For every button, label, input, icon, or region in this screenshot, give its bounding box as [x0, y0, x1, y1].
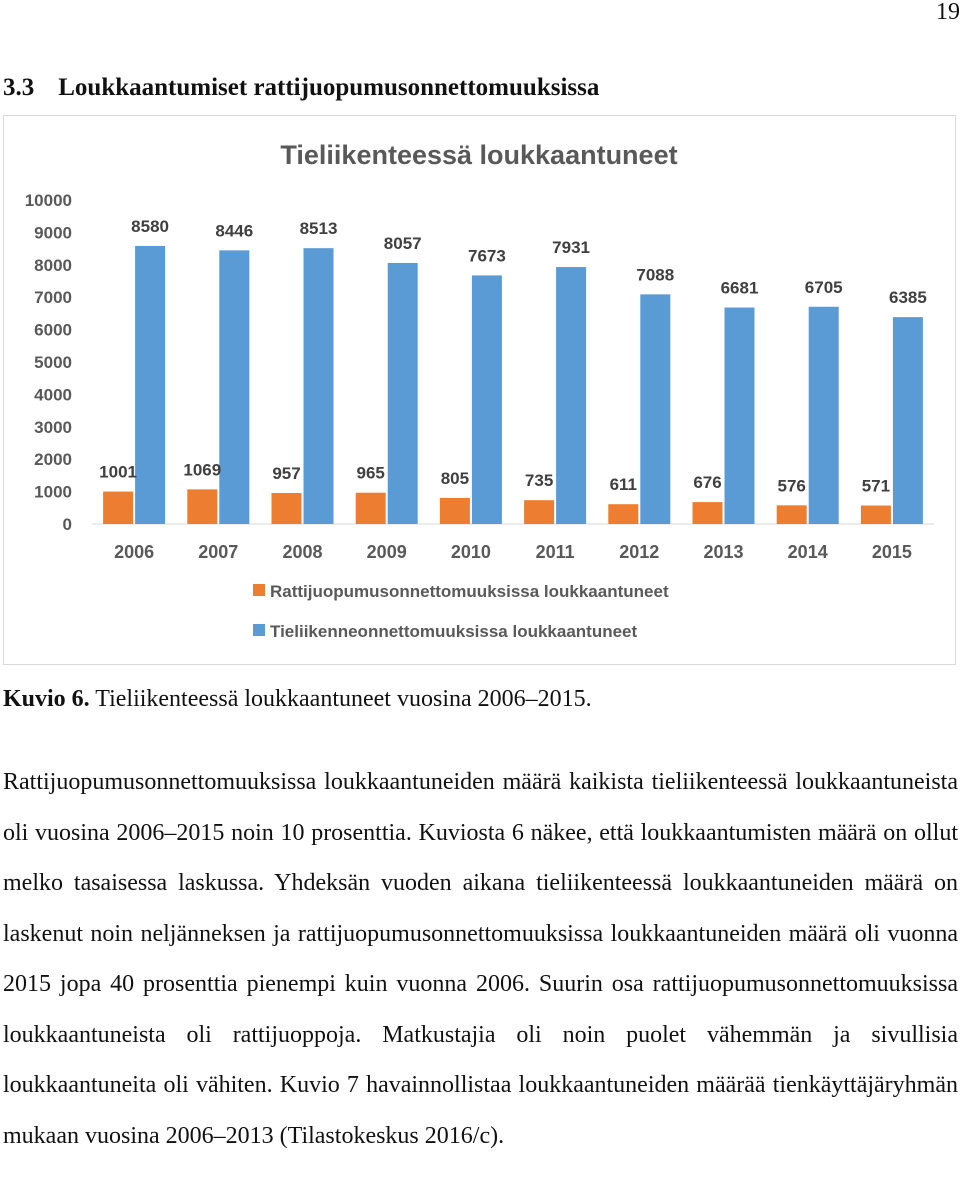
section-heading [3, 74, 599, 102]
x-tick-label: 2014 [787, 542, 828, 562]
y-tick-label: 2000 [34, 450, 72, 470]
data-label: 8446 [215, 221, 254, 241]
y-tick-label: 10000 [24, 191, 72, 210]
x-tick-label: 2012 [619, 542, 660, 562]
paragraph-text: Rattijuopumusonnettomuuksissa loukkaantuneiden määrä kaikista tieliikenteessä loukkaantuneista oli vuosina 2006–2015 noin 10 prosenttia. Kuviosta 6 näkee, että loukkaantumisten määrä on ollut melko tasaisessa laskussa. Yhdeksän vuoden aikana tieliikenteessä loukkaantuneiden määrä on laskenut noin neljänneksen ja rattijuopumusonnettomuuksissa loukkaantuneiden määrä oli vuonna 2015 jopa 40 prosenttia pienempi kuin vuonna 2006. Suurin osa rattijuopumusonnettomuuksissa loukkaantuneista oli rattijuoppoja. Matkustajia oli noin puolet vähemmän ja sivullisia loukkaantuneita oli vähiten. Kuvio 7 havainnollistaa loukkaantuneiden määrää tienkäyttäjäryhmän mukaan vuosina 2006–2013 (Tilastokeskus 2016/c). [3, 769, 958, 1149]
x-tick-label: 2009 [366, 542, 407, 562]
x-tick-label: 2011 [535, 542, 575, 562]
data-label: 957 [272, 463, 301, 483]
caption-label: Kuvio 6. [3, 686, 90, 712]
x-tick-label: 2013 [703, 542, 744, 562]
legend-swatch [253, 624, 265, 636]
x-tick-label: 2006 [114, 542, 155, 562]
y-axis [25, 191, 72, 534]
data-label: 7931 [552, 238, 591, 258]
data-label: 571 [861, 476, 891, 496]
y-tick-label: 6000 [34, 320, 72, 340]
chart-title: Tieliikenteessä loukkaantuneet [280, 140, 678, 170]
data-label: 805 [440, 468, 470, 488]
bar-ratti [524, 500, 554, 524]
chart-legend [253, 582, 669, 641]
chart-figure [3, 115, 956, 665]
bar-tieliikenne [472, 275, 502, 524]
x-tick-label: 2015 [871, 542, 912, 562]
bar-tieliikenne [135, 246, 165, 524]
y-tick-label: 8000 [34, 255, 72, 275]
bar-ratti [608, 504, 638, 524]
body-paragraph [3, 757, 958, 1161]
page-number: 19 [936, 0, 960, 25]
data-label: 676 [693, 473, 722, 493]
bar-chart [4, 116, 955, 664]
y-tick-label: 5000 [34, 353, 72, 372]
data-label: 8057 [383, 233, 422, 253]
data-label: 1001 [99, 462, 138, 482]
y-tick-label: 3000 [34, 417, 72, 437]
bar-tieliikenne [219, 250, 249, 524]
bar-ratti [693, 502, 723, 524]
y-tick-label: 4000 [34, 385, 72, 405]
data-label: 6385 [888, 288, 927, 308]
bar-ratti [861, 505, 891, 524]
data-label: 965 [356, 463, 385, 483]
bar-ratti [272, 493, 302, 524]
legend-label: Tieliikenneonnettomuuksissa loukkaantuneet [270, 622, 638, 641]
x-tick-label: 2010 [450, 542, 491, 562]
bar-tieliikenne [556, 267, 586, 524]
legend-label: Rattijuopumusonnettomuuksissa loukkaantuneet [270, 582, 669, 601]
y-tick-label: 9000 [34, 223, 72, 243]
data-label: 611 [609, 475, 638, 495]
bar-ratti [356, 493, 386, 524]
x-tick-label: 2007 [198, 542, 239, 562]
section-title: Loukkaantumiset rattijuopumusonnettomuuksissa [58, 74, 600, 101]
bar-ratti [187, 489, 217, 524]
bar-tieliikenne [388, 263, 418, 524]
data-label: 8580 [131, 217, 170, 237]
data-label: 6681 [720, 278, 759, 298]
y-tick-label: 0 [62, 515, 72, 534]
data-label: 7673 [467, 246, 506, 266]
caption-text: Tieliikenteessä loukkaantuneet vuosina 2006–2015. [95, 686, 592, 712]
y-tick-label: 7000 [34, 288, 72, 308]
section-number: 3.3 [3, 74, 35, 101]
legend-swatch [253, 584, 265, 596]
bar-ratti [440, 498, 470, 524]
bar-ratti [777, 505, 807, 524]
data-label: 6705 [804, 277, 843, 297]
data-label: 7088 [636, 265, 675, 285]
x-axis [114, 542, 912, 562]
y-tick-label: 1000 [34, 482, 72, 502]
bar-tieliikenne [809, 307, 839, 524]
data-label: 1069 [183, 460, 222, 480]
data-label: 8513 [299, 219, 338, 239]
bar-tieliikenne [725, 308, 755, 524]
bar-tieliikenne [640, 294, 670, 524]
bar-ratti [103, 492, 133, 524]
bar-tieliikenne [893, 317, 923, 524]
bar-tieliikenne [304, 248, 334, 524]
figure-caption [3, 686, 592, 713]
data-label: 576 [777, 476, 806, 496]
data-label: 735 [524, 471, 554, 491]
x-tick-label: 2008 [282, 542, 323, 562]
